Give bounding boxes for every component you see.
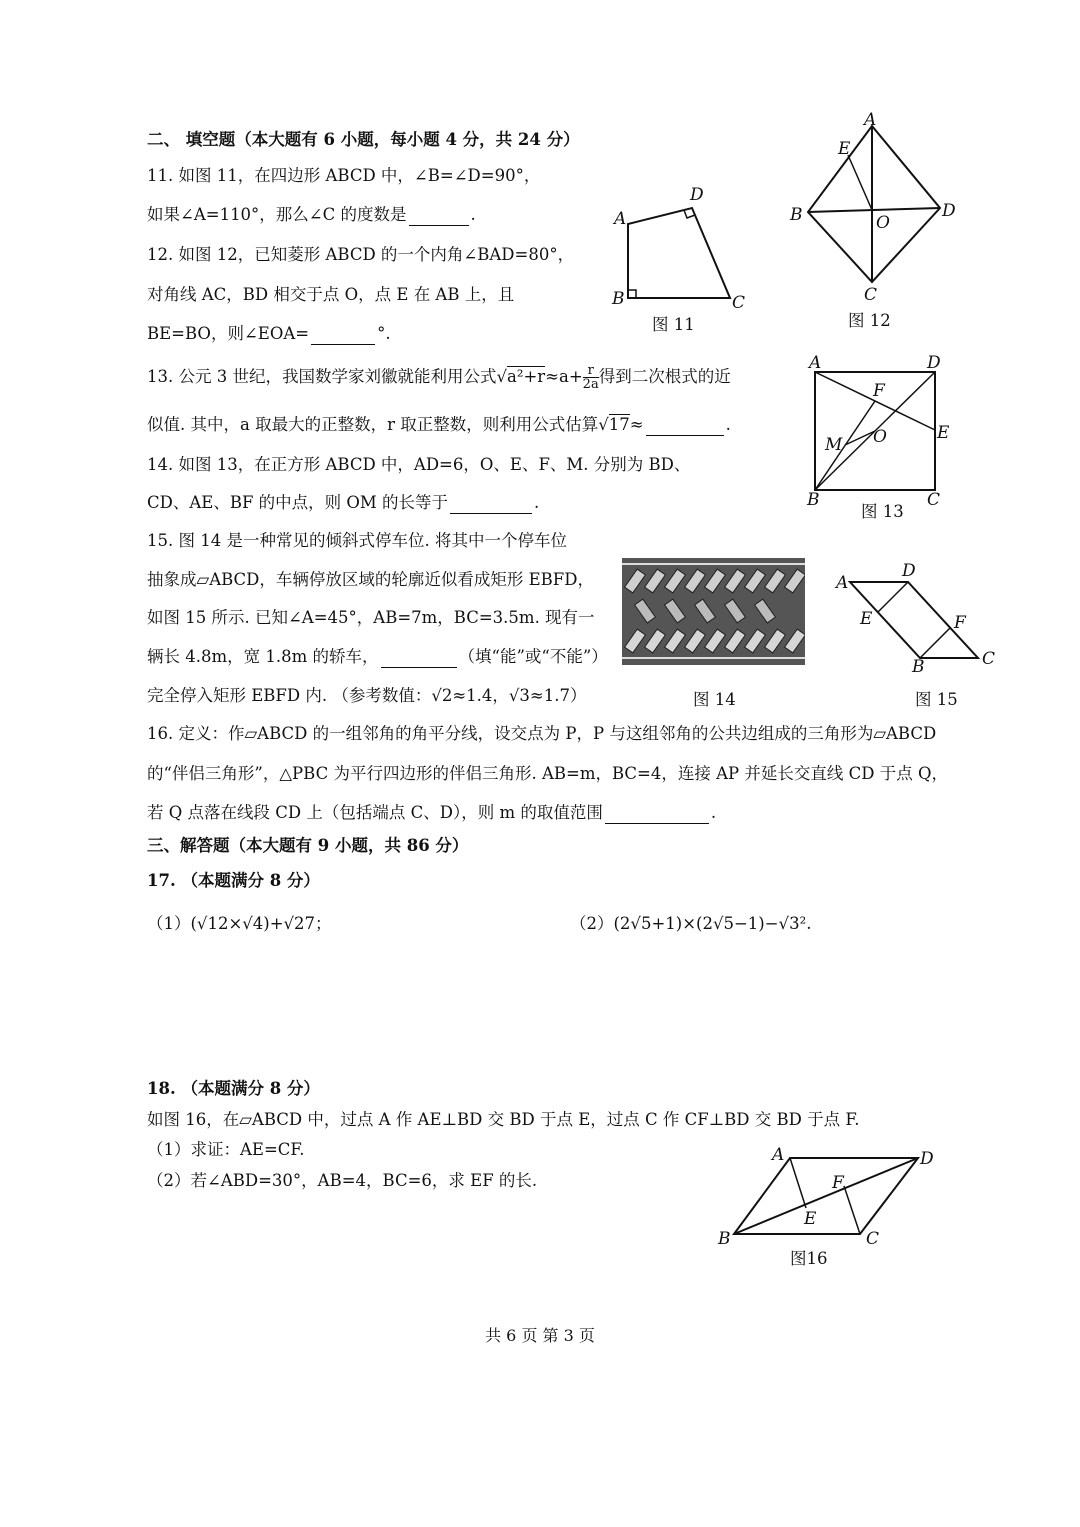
- fig11-caption: 图 11: [652, 315, 695, 334]
- q13-answer-blank[interactable]: [646, 419, 724, 436]
- fig13-label-f: F: [873, 381, 885, 401]
- figure-12: [780, 110, 970, 305]
- q13-sqrt17: 17: [608, 415, 630, 434]
- q15-text: 辆长 4.8m，宽 1.8m 的轿车，: [147, 647, 379, 666]
- q18-part1: （1）求证：AE=CF.: [147, 1140, 305, 1159]
- fig12-rhombus: [808, 126, 940, 282]
- q16-line3: [147, 802, 716, 824]
- fig12-label-b: B: [790, 205, 803, 225]
- fig13-label-d: D: [927, 353, 941, 373]
- fig16-segment-cf: [844, 1186, 860, 1234]
- fig13-label-o: O: [873, 427, 887, 447]
- q13-fraction: [583, 364, 599, 391]
- fig15-caption: 图 15: [915, 690, 958, 709]
- q13-approx2: ≈: [629, 415, 644, 434]
- fig11-label-c: C: [732, 293, 746, 310]
- q17-title: 17. （本题满分 8 分）: [147, 871, 320, 890]
- q13-text-c: 似值. 其中，a 取最大的正整数，r 取正整数，则利用公式估算: [147, 415, 599, 434]
- q13-sqrt-sign: √: [496, 367, 507, 386]
- q12-line2: 对角线 AC，BD 相交于点 O，点 E 在 AB 上，且: [147, 285, 515, 304]
- q15-line4: [147, 646, 608, 668]
- section2-heading: 二、 填空题（本大题有 6 小题，每小题 4 分，共 24 分）: [147, 130, 580, 149]
- q12-text: BE=BO，则∠EOA=: [147, 324, 310, 343]
- fig12-diagonal-bd: [808, 208, 940, 212]
- fig16-label-f: F: [832, 1173, 844, 1193]
- figure-11: [600, 180, 760, 310]
- fig15-segment-bf: [920, 628, 950, 658]
- q15-hint: （填“能”或“不能”）: [458, 647, 608, 666]
- q13-end: .: [725, 415, 731, 434]
- fig13-label-a: A: [809, 353, 822, 373]
- fig12-label-d: D: [942, 201, 956, 221]
- fig14-caption: 图 14: [693, 690, 736, 709]
- fig15-label-e: E: [860, 609, 873, 629]
- fig16-label-d: D: [920, 1149, 934, 1169]
- fig13-segment-bf: [815, 401, 875, 490]
- fig15-label-d: D: [902, 561, 916, 581]
- q12-line3: [147, 323, 391, 345]
- fig12-segment-eo: [848, 155, 872, 210]
- fig13-label-m: M: [825, 435, 843, 455]
- q17-part2: （2）(2√5+1)×(2√5−1)−√3².: [570, 914, 812, 933]
- q12-line1: 12. 如图 12，已知菱形 ABCD 的一个内角∠BAD=80°，: [147, 245, 575, 264]
- parking-photo-illustration: [622, 558, 805, 665]
- fig15-label-b: B: [912, 657, 925, 677]
- q14-line2: [147, 492, 539, 514]
- fig16-label-b: B: [718, 1229, 731, 1249]
- q16-end: .: [710, 803, 717, 822]
- figure-16: [710, 1140, 950, 1250]
- q18-title: 18. （本题满分 8 分）: [147, 1079, 320, 1098]
- q11-end: .: [470, 205, 476, 224]
- q15-line3: 如图 15 所示. 已知∠A=45°，AB=7m，BC=3.5m. 现有一: [147, 608, 595, 627]
- figure-15: [830, 560, 1010, 680]
- q16-answer-blank[interactable]: [605, 807, 709, 824]
- fig11-quadrilateral: [628, 208, 730, 298]
- q13-text-a: 13. 公元 3 世纪，我国数学家刘徽就能利用公式: [147, 367, 497, 386]
- fig16-label-a: A: [772, 1145, 785, 1165]
- fig12-label-o: O: [876, 213, 890, 233]
- q13-sqrt2-sign: √: [598, 415, 609, 434]
- q14-text: CD、AE、BF 的中点，则 OM 的长等于: [147, 493, 449, 512]
- fig12-label-e: E: [838, 139, 851, 159]
- q13-frac-den: 2a: [582, 377, 599, 392]
- q12-answer-blank[interactable]: [311, 328, 375, 345]
- q11-line2: [147, 204, 476, 226]
- q15-line5: 完全停入矩形 EBFD 内. （参考数值：√2≈1.4，√3≈1.7）: [147, 686, 587, 705]
- fig12-label-c: C: [864, 285, 878, 305]
- q18-line1: 如图 16，在▱ABCD 中，过点 A 作 AE⊥BD 交 BD 于点 E，过点 C 作 CF⊥BD 交 BD 于点 F.: [147, 1110, 860, 1129]
- fig13-label-e: E: [937, 423, 950, 443]
- q14-answer-blank[interactable]: [450, 497, 532, 514]
- q11-answer-blank[interactable]: [409, 209, 469, 226]
- q18-part2: （2）若∠ABD=30°，AB=4，BC=6，求 EF 的长.: [147, 1171, 538, 1190]
- q13-approx: ≈a+: [545, 367, 583, 386]
- fig16-label-c: C: [866, 1229, 880, 1249]
- q16-line1: 16. 定义：作▱ABCD 的一组邻角的角平分线，设交点为 P，P 与这组邻角的公共边组成的三角形为▱ABCD: [147, 724, 937, 743]
- q17-part1: （1）(√12×√4)+√27；: [147, 914, 332, 933]
- fig16-segment-ae: [790, 1158, 806, 1208]
- q14-line1: 14. 如图 13，在正方形 ABCD 中，AD=6，O、E、F、M. 分别为 BD、: [147, 455, 691, 474]
- q13-text-b: 得到二次根式的近: [598, 367, 731, 386]
- figure-13: [795, 350, 960, 510]
- fig11-label-a: A: [614, 209, 627, 229]
- fig12-caption: 图 12: [848, 311, 891, 330]
- fig15-label-a: A: [836, 573, 849, 593]
- q13-radicand: a²+r: [507, 367, 546, 386]
- fig15-label-c: C: [982, 649, 996, 669]
- q16-text: 若 Q 点落在线段 CD 上（包括端点 C、D），则 m 的取值范围: [147, 803, 603, 822]
- fig16-label-e: E: [804, 1209, 817, 1229]
- figure-14-parking-photo: [622, 558, 805, 665]
- q11-line1: 11. 如图 11，在四边形 ABCD 中，∠B=∠D=90°，: [147, 166, 541, 185]
- page-footer: 共 6 页 第 3 页: [485, 1326, 595, 1345]
- q15-line1: 15. 图 14 是一种常见的倾斜式停车位. 将其中一个停车位: [147, 531, 567, 550]
- q13-frac-num: r: [583, 364, 599, 378]
- q15-line2: 抽象成▱ABCD，车辆停放区域的轮廓近似看成矩形 EBFD，: [147, 570, 594, 589]
- fig13-label-b: B: [807, 490, 820, 510]
- q11-text: 如果∠A=110°，那么∠C 的度数是: [147, 205, 407, 224]
- fig11-right-angle-b: [628, 290, 636, 298]
- q13-line2: [147, 414, 731, 436]
- fig16-caption: 图16: [790, 1249, 828, 1268]
- fig11-label-b: B: [612, 289, 625, 309]
- q13-line1: [147, 364, 731, 391]
- fig15-label-f: F: [954, 613, 966, 633]
- fig15-segment-ed: [878, 582, 908, 612]
- q14-end: .: [534, 493, 540, 512]
- q16-line2: 的“伴侣三角形”，△PBC 为平行四边形的伴侣三角形. AB=m，BC=4，连接 AP 并延长交直线 CD 于点 Q，: [147, 764, 948, 783]
- fig13-caption: 图 13: [861, 502, 904, 521]
- q12-end: °.: [377, 324, 391, 343]
- q15-answer-blank[interactable]: [381, 651, 457, 668]
- section3-heading: 三、解答题（本大题有 9 小题，共 86 分）: [147, 836, 469, 855]
- fig13-label-c: C: [927, 490, 941, 510]
- fig11-label-d: D: [690, 185, 704, 205]
- fig12-label-a: A: [864, 110, 877, 130]
